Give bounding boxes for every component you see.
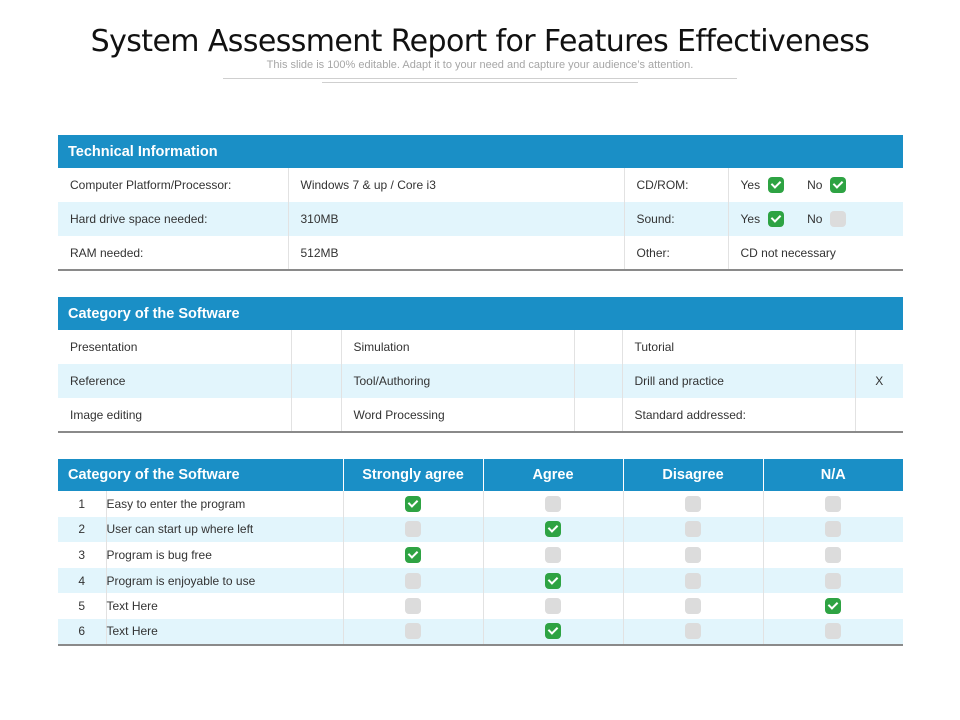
row-value: CD not necessary	[728, 236, 903, 270]
survey-header-disagree: Disagree	[623, 459, 763, 491]
effectiveness-survey-table	[58, 459, 903, 646]
row-value: Windows 7 & up / Core i3	[288, 168, 624, 202]
survey-header-strongly-agree: Strongly agree	[343, 459, 483, 491]
category-item: Image editing	[58, 398, 291, 432]
sound-yes-checkbox[interactable]	[768, 211, 784, 227]
na-checkbox[interactable]	[825, 547, 841, 563]
row-label: Sound:	[624, 202, 728, 236]
row-number: 5	[58, 593, 106, 619]
table-row	[58, 542, 903, 568]
na-checkbox[interactable]	[825, 496, 841, 512]
disagree-checkbox[interactable]	[685, 573, 701, 589]
table-row	[58, 330, 903, 364]
na-checkbox[interactable]	[825, 598, 841, 614]
title-divider	[223, 78, 737, 79]
software-category-header: Category of the Software	[58, 297, 903, 330]
table-row	[58, 202, 903, 236]
row-number: 6	[58, 619, 106, 645]
category-item: Reference	[58, 364, 291, 398]
strongly-agree-checkbox[interactable]	[405, 598, 421, 614]
table-row	[58, 364, 903, 398]
cdrom-no-checkbox[interactable]	[830, 177, 846, 193]
category-item: Presentation	[58, 330, 291, 364]
disagree-checkbox[interactable]	[685, 547, 701, 563]
sound-no-checkbox[interactable]	[830, 211, 846, 227]
row-label: Hard drive space needed:	[58, 202, 288, 236]
category-item: Word Processing	[341, 398, 574, 432]
table-row	[58, 491, 903, 517]
row-value: 512MB	[288, 236, 624, 270]
row-value: 310MB	[288, 202, 624, 236]
row-number: 2	[58, 517, 106, 543]
category-mark-cell[interactable]	[574, 364, 622, 398]
disagree-checkbox[interactable]	[685, 496, 701, 512]
strongly-agree-checkbox[interactable]	[405, 623, 421, 639]
row-criterion: Program is enjoyable to use	[106, 568, 343, 594]
survey-header-na: N/A	[763, 459, 903, 491]
page-title: System Assessment Report for Features Effectiveness	[90, 24, 870, 59]
agree-checkbox[interactable]	[545, 496, 561, 512]
category-mark-cell[interactable]	[855, 398, 903, 432]
category-mark-cell[interactable]: X	[855, 364, 903, 398]
strongly-agree-checkbox[interactable]	[405, 521, 421, 537]
disagree-checkbox[interactable]	[685, 521, 701, 537]
table-row	[58, 593, 903, 619]
agree-checkbox[interactable]	[545, 598, 561, 614]
category-item: Drill and practice	[622, 364, 855, 398]
technical-information-table	[58, 135, 903, 271]
row-label: Computer Platform/Processor:	[58, 168, 288, 202]
row-criterion: User can start up where left	[106, 517, 343, 543]
title-divider-short	[322, 82, 638, 83]
na-checkbox[interactable]	[825, 623, 841, 639]
table-row	[58, 168, 903, 202]
row-number: 4	[58, 568, 106, 594]
technical-information-header: Technical Information	[58, 135, 903, 168]
cdrom-yes-no: Yes No	[741, 177, 847, 193]
row-label: CD/ROM:	[624, 168, 728, 202]
strongly-agree-checkbox[interactable]	[405, 573, 421, 589]
survey-header-category: Category of the Software	[58, 459, 343, 491]
row-criterion: Text Here	[106, 619, 343, 645]
category-item: Simulation	[341, 330, 574, 364]
row-label: RAM needed:	[58, 236, 288, 270]
page-subtitle: This slide is 100% editable. Adapt it to your need and capture your audience’s attention.	[266, 59, 694, 71]
table-row	[58, 619, 903, 645]
agree-checkbox[interactable]	[545, 547, 561, 563]
na-checkbox[interactable]	[825, 573, 841, 589]
category-mark-cell[interactable]	[291, 364, 341, 398]
row-criterion: Text Here	[106, 593, 343, 619]
cdrom-yes-checkbox[interactable]	[768, 177, 784, 193]
category-mark-cell[interactable]	[855, 330, 903, 364]
row-number: 1	[58, 491, 106, 517]
category-mark-cell[interactable]	[574, 398, 622, 432]
category-item: Tool/Authoring	[341, 364, 574, 398]
agree-checkbox[interactable]	[545, 623, 561, 639]
disagree-checkbox[interactable]	[685, 623, 701, 639]
table-row	[58, 398, 903, 432]
category-mark-cell[interactable]	[291, 398, 341, 432]
strongly-agree-checkbox[interactable]	[405, 496, 421, 512]
survey-header-agree: Agree	[483, 459, 623, 491]
disagree-checkbox[interactable]	[685, 598, 701, 614]
strongly-agree-checkbox[interactable]	[405, 547, 421, 563]
category-item: Tutorial	[622, 330, 855, 364]
category-mark-cell[interactable]	[291, 330, 341, 364]
row-label: Other:	[624, 236, 728, 270]
agree-checkbox[interactable]	[545, 521, 561, 537]
row-number: 3	[58, 542, 106, 568]
sound-yes-no: Yes No	[741, 211, 847, 227]
agree-checkbox[interactable]	[545, 573, 561, 589]
category-mark-cell[interactable]	[574, 330, 622, 364]
software-category-table	[58, 297, 903, 433]
category-item: Standard addressed:	[622, 398, 855, 432]
row-criterion: Easy to enter the program	[106, 491, 343, 517]
survey-body	[58, 491, 903, 645]
row-criterion: Program is bug free	[106, 542, 343, 568]
table-row	[58, 568, 903, 594]
table-row	[58, 517, 903, 543]
table-row	[58, 236, 903, 270]
na-checkbox[interactable]	[825, 521, 841, 537]
